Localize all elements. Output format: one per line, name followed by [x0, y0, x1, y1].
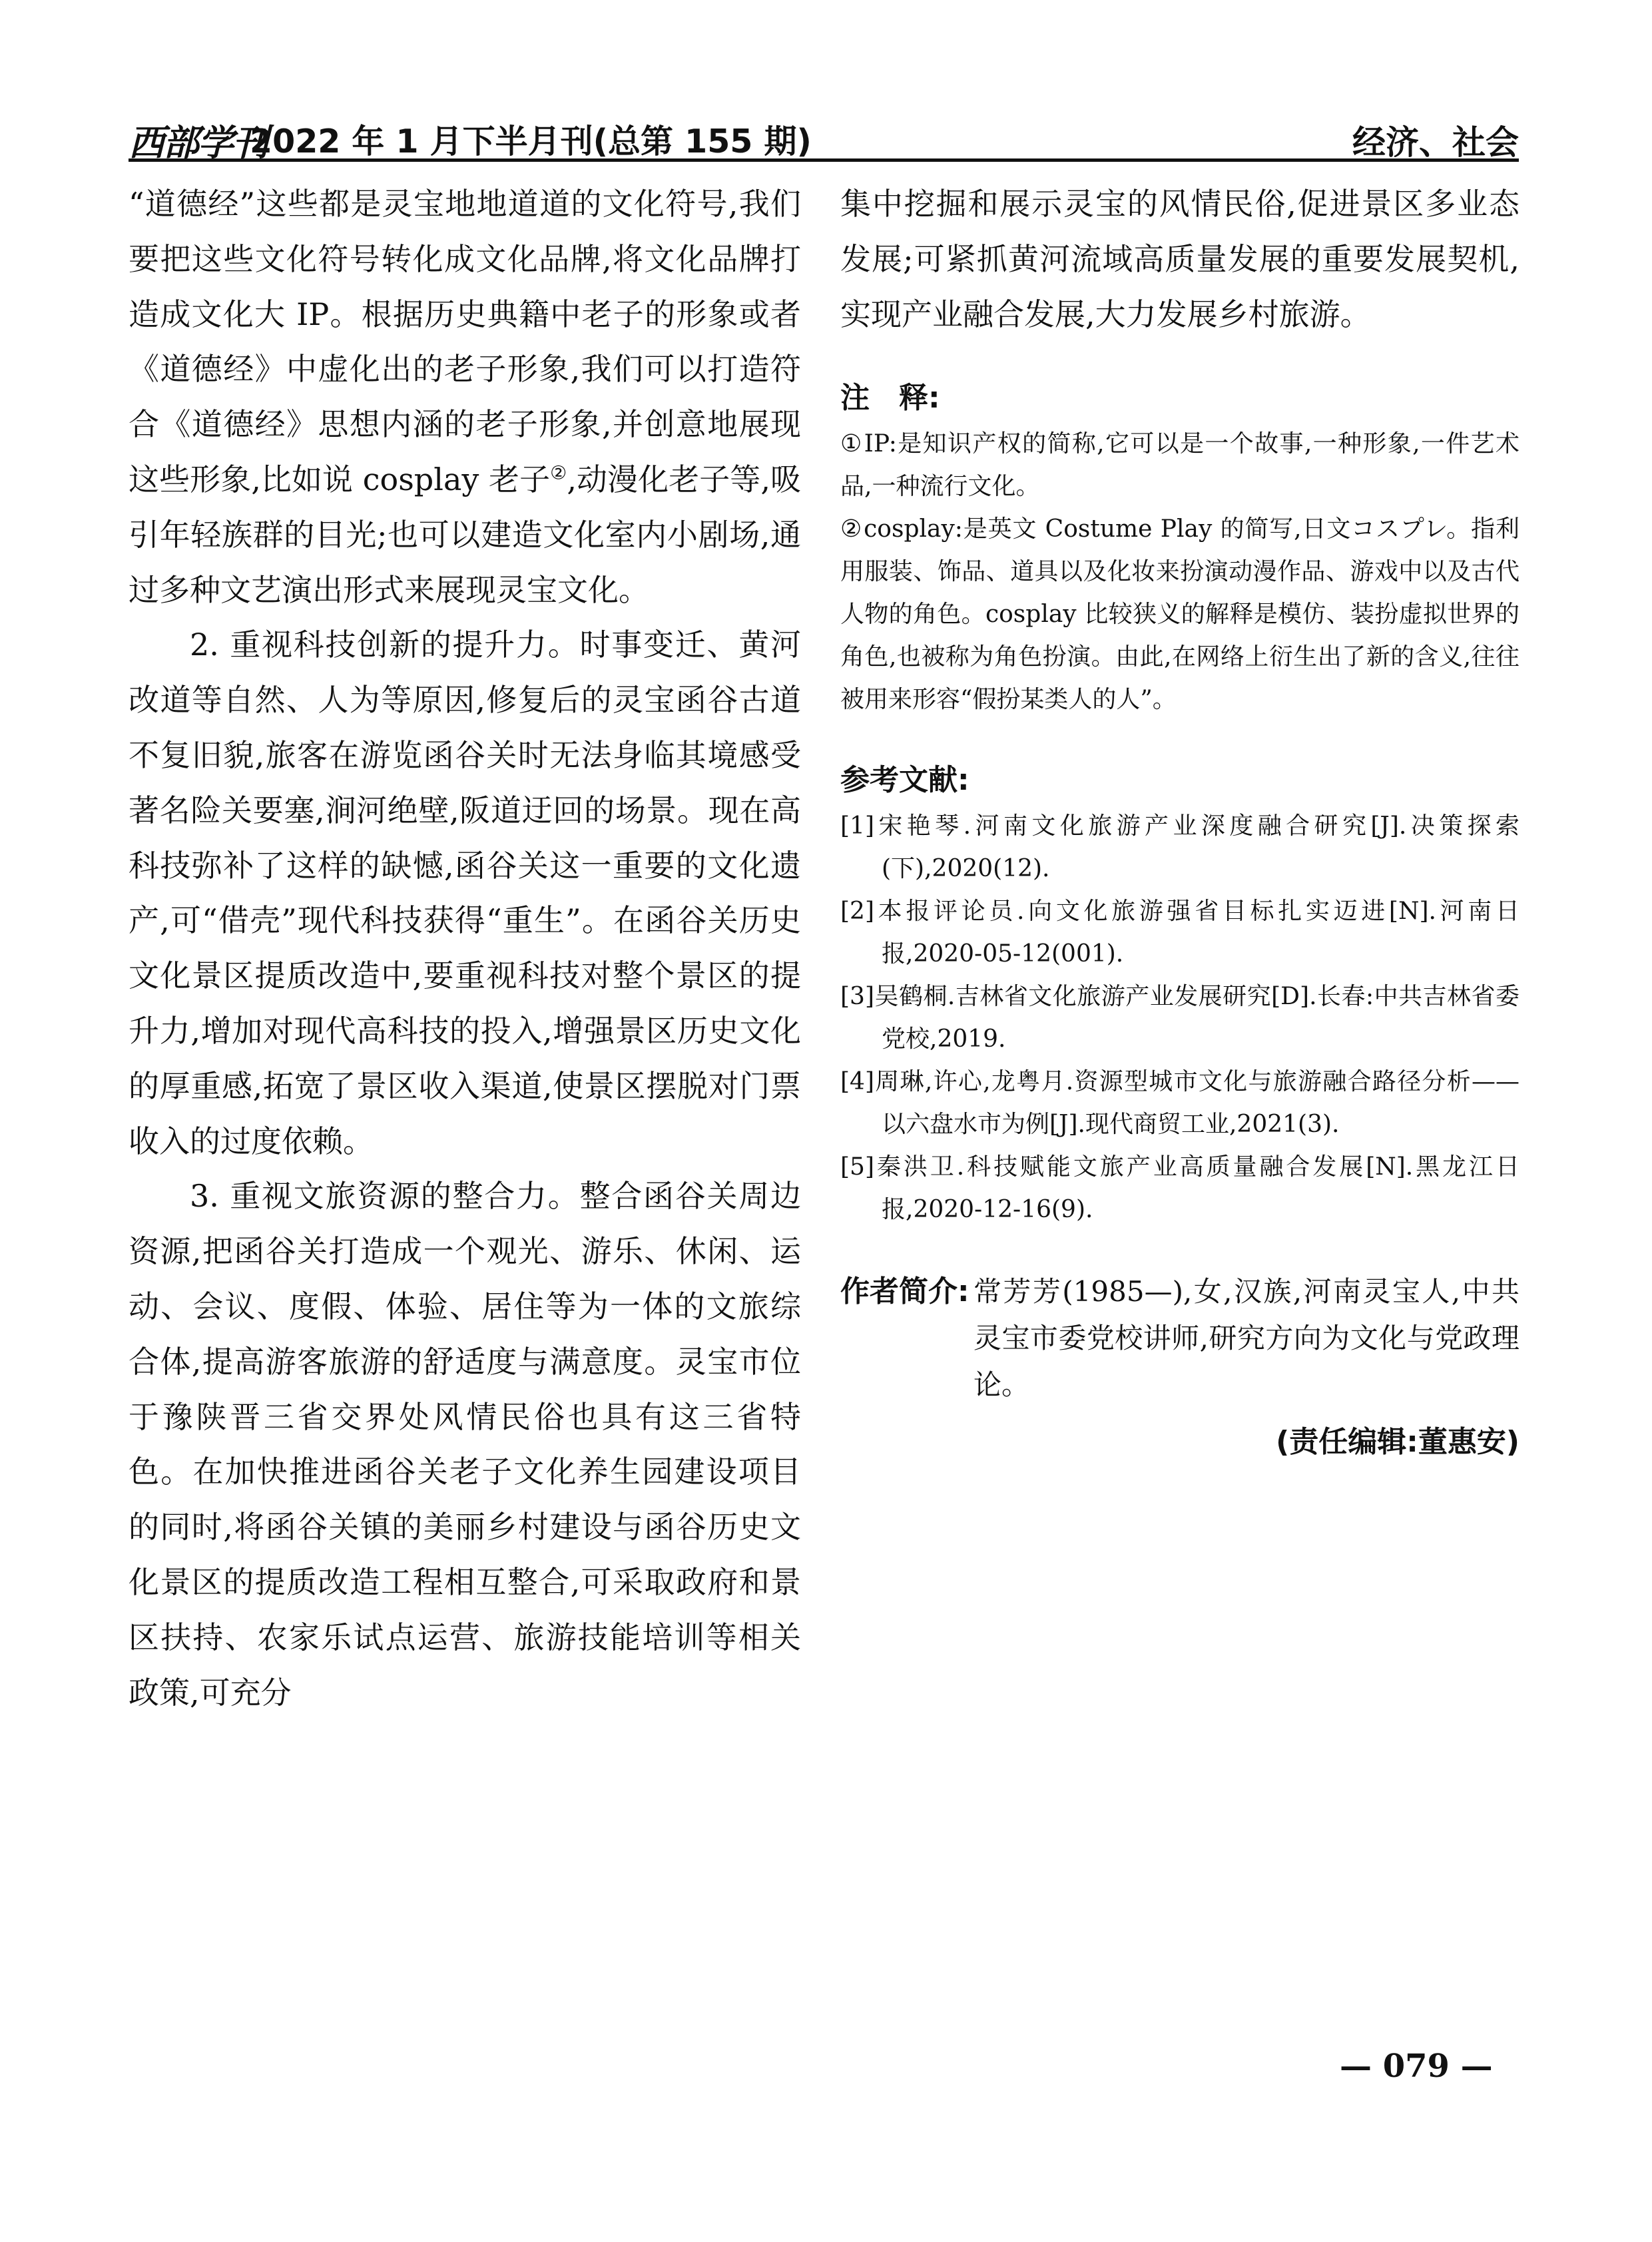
- paragraph-2: 2. 重视科技创新的提升力。时事变迁、黄河改道等自然、人为等原因,修复后的灵宝函谷古道不复旧貌,旅客在游览函谷关时无法身临其境感受著名险关要塞,涧河绝壁,阪道迂回的场景。现在高科技弥补了这样的缺憾,函谷关这一重要的文化遗产,可“借壳”现代科技获得“重生”。在函谷关历史文化景区提质改造中,要重视科技对整个景区的提升力,增加对现代高科技的投入,增强景区历史文化的厚重感,拓宽了景区收入渠道,使景区摆脱对门票收入的过度依赖。: [129, 627, 801, 1159]
- note-2-mark: ②: [840, 515, 863, 543]
- editor-credit: (责任编辑:董惠安): [1276, 1425, 1519, 1460]
- paragraph-1-tail: ,动漫化老子等,吸引年轻族群的目光;也可以建造文化室内小剧场,通过多种文艺演出形式来展现灵宝文化。: [129, 461, 801, 608]
- reference-3: [3]吴鹤桐.吉林省文化旅游产业发展研究[D].长春:中共吉林省委党校,2019.: [840, 983, 1519, 1053]
- note-1-mark: ①: [840, 430, 863, 458]
- page-number: — 079 —: [1340, 2048, 1493, 2085]
- author-label: 作者简介:: [840, 1274, 969, 1309]
- author-text: 常芳芳(1985—),女,汉族,河南灵宝人,中共灵宝市委党校讲师,研究方向为文化与党政理论。: [973, 1275, 1519, 1402]
- paragraph-1-text: “道德经”这些都是灵宝地地道道的文化符号,我们要把这些文化符号转化成文化品牌,将文化品牌打造成文化大 IP。根据历史典籍中老子的形象或者《道德经》中虚化出的老子形象,我们可以打造符合《道德经》思想内涵的老子形象,并创意地展现这些形象,比如说 cosplay 老子: [129, 186, 801, 497]
- reference-1: [1]宋艳琴.河南文化旅游产业深度融合研究[J].决策探索(下),2020(12).: [840, 812, 1519, 883]
- references-heading: 参考文献:: [840, 763, 969, 798]
- right-column: [840, 176, 1519, 1460]
- reference-4: [4]周琳,许心,龙粤月.资源型城市文化与旅游融合路径分析——以六盘水市为例[J].现代商贸工业,2021(3).: [840, 1068, 1519, 1139]
- paragraph-1: [129, 176, 801, 617]
- note-1: [840, 423, 1519, 508]
- page-header: [129, 112, 1519, 162]
- journal-logo: 西部学刊: [129, 121, 267, 164]
- note-1-text: IP:是知识产权的简称,它可以是一个故事,一种形象,一件艺术品,一种流行文化。: [840, 430, 1519, 501]
- paragraph-continuation: 集中挖掘和展示灵宝的风情民俗,促进景区多业态发展;可紧抓黄河流域高质量发展的重要发展契机,实现产业融合发展,大力发展乡村旅游。: [840, 186, 1519, 332]
- left-column: [129, 176, 801, 1720]
- notes-heading: 注 释:: [840, 381, 940, 416]
- section-title: 经济、社会: [1352, 123, 1519, 162]
- author-bio: [840, 1268, 1519, 1408]
- note-2-text: cosplay:是英文 Costume Play 的简写,日文コスプレ。指利用服装、饰品、道具以及化妆来扮演动漫作品、游戏中以及古代人物的角色。cosplay 比较狭义的解释是模仿、装扮虚拟世界的角色,也被称为角色扮演。由此,在网络上衍生出了新的含义,往往被用来形容“假扮某类人的人”。: [840, 515, 1520, 714]
- reference-2: [2]本报评论员.向文化旅游强省目标扎实迈进[N].河南日报,2020-05-12(001).: [840, 898, 1519, 968]
- note-2: [840, 508, 1519, 721]
- paragraph-3: 3. 重视文旅资源的整合力。整合函谷关周边资源,把函谷关打造成一个观光、游乐、休闲、运动、会议、度假、体验、居住等为一体的文旅综合体,提高游客旅游的舒适度与满意度。灵宝市位于豫陕晋三省交界处风情民俗也具有这三省特色。在加快推进函谷关老子文化养生园建设项目的同时,将函谷关镇的美丽乡村建设与函谷历史文化景区的提质改造工程相互整合,可采取政府和景区扶持、农家乐试点运营、旅游技能培训等相关政策,可充分: [129, 1178, 801, 1711]
- reference-5: [5]秦洪卫.科技赋能文旅产业高质量融合发展[N].黑龙江日报,2020-12-16(9).: [840, 1153, 1519, 1224]
- footnote-mark: ②: [550, 461, 567, 484]
- issue-info: 2022 年 1 月下半月刊(总第 155 期): [250, 123, 812, 160]
